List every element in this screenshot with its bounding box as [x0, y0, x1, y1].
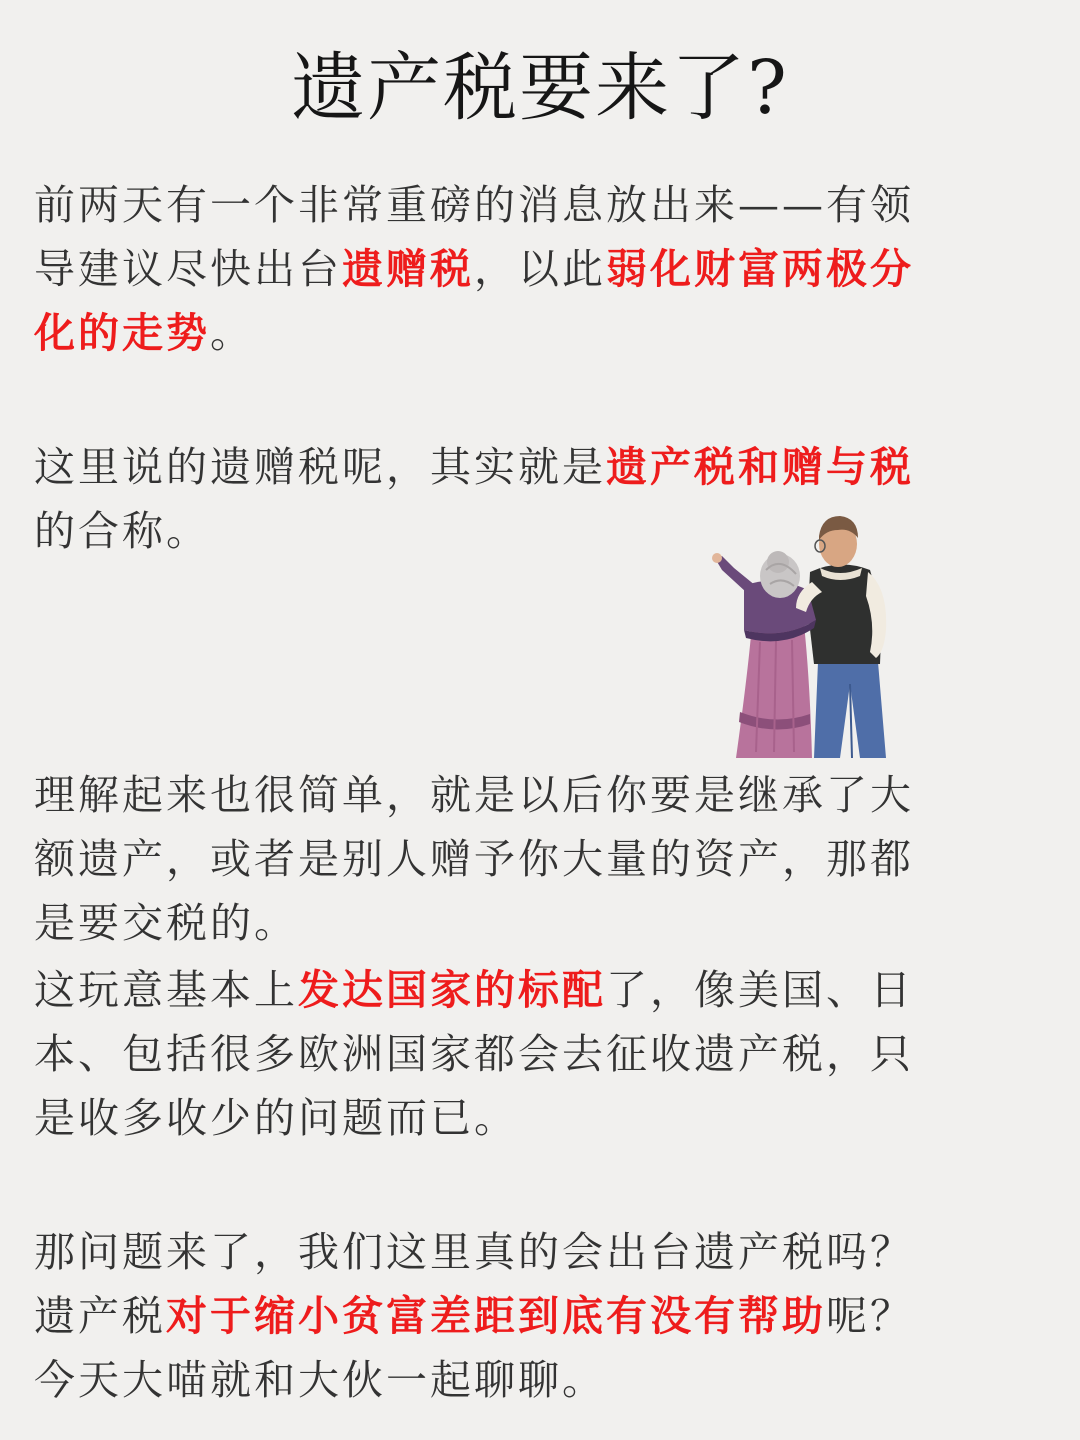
p4-highlight-developed-countries: 发达国家的标配 [298, 966, 606, 1014]
p5-highlight-wealth-gap: 对于缩小贫富差距到底有没有帮助 [166, 1292, 826, 1340]
p5-text-c: 呢？今天大喵就和大伙一起聊聊。 [34, 1292, 914, 1404]
p1-text-e: 。 [210, 309, 254, 357]
paragraph-1 [34, 173, 934, 365]
p4-text-a: 这玩意基本上 [34, 966, 298, 1014]
p4-text-c: 了，像美国、日本、包括很多欧洲国家都会去征收遗产税，只是收多收少的问题而已。 [34, 966, 914, 1142]
paragraph-4 [34, 958, 914, 1150]
p2-text-c: 的合称。 [34, 507, 210, 555]
page-title: 遗产税要来了? [291, 45, 789, 131]
p1-highlight-wealth-polarization: 弱化财富两极分化的走势 [34, 245, 914, 357]
p1-highlight-bequest-tax: 遗赠税 [342, 245, 474, 293]
paragraph-5 [34, 1220, 934, 1412]
p2-text-a: 这里说的遗赠税呢，其实就是 [34, 443, 606, 491]
paragraph-3 [34, 763, 934, 955]
elderly-couple-illustration [700, 512, 900, 760]
p5-text-a: 那问题来了，我们这里真的会出台遗产税吗？遗产税 [34, 1228, 914, 1340]
p1-text-c: ，以此 [474, 245, 606, 293]
p1-text-a: 前两天有一个非常重磅的消息放出来——有领导建议尽快出台 [34, 181, 914, 293]
p2-highlight-estate-gift-tax: 遗产税和赠与税 [606, 443, 914, 491]
p3-text-a: 理解起来也很简单，就是以后你要是继承了大额遗产，或者是别人赠予你大量的资产，那都是要交税的。 [34, 771, 914, 947]
